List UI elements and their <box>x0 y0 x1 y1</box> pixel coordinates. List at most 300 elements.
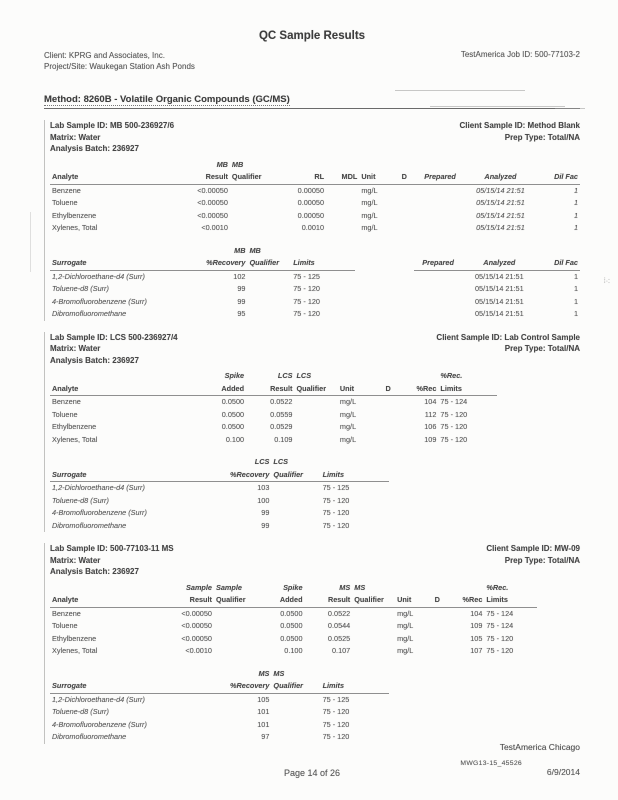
table-cell: <0.00050 <box>181 621 212 630</box>
group-header-cell: %Rec. <box>486 582 509 592</box>
column-header: Analyzed <box>462 257 536 270</box>
column-header <box>537 594 580 607</box>
column-header: Prepared <box>416 171 464 184</box>
table-cell <box>497 396 580 409</box>
analysis-batch: Analysis Batch: 236927 <box>50 355 139 365</box>
table-cell: 05/15/14 21:51 <box>474 296 524 306</box>
table-cell: 75 - 125 <box>293 271 320 281</box>
group-header-cell: MB <box>216 159 228 169</box>
table-cell: 75 - 120 <box>293 296 320 306</box>
table-cell: 0.0010 <box>301 223 325 232</box>
column-header: Analyte <box>50 171 177 184</box>
table-cell: 75 - 124 <box>486 608 514 618</box>
table-cell: 0.0500 <box>221 422 245 431</box>
table-cell: 109 <box>470 621 483 630</box>
table-cell: 1 <box>573 210 578 220</box>
table-cell: mg/L <box>397 608 414 618</box>
column-header: Limits <box>484 594 537 607</box>
table-cell: <0.0010 <box>201 223 228 232</box>
table-cell: 101 <box>257 719 270 729</box>
column-header: Qualifier <box>294 383 337 396</box>
table-row <box>50 706 389 719</box>
table-cell: 1,2-Dichloroethane-d4 (Surr) <box>52 271 145 281</box>
table-cell <box>428 607 446 620</box>
table-cell <box>247 308 291 321</box>
table-cell: 0.00050 <box>297 210 325 220</box>
column-header: Result <box>246 383 294 396</box>
table-cell: 0.00050 <box>297 198 325 207</box>
table-cell <box>376 409 400 422</box>
group-header-cell <box>416 159 464 172</box>
header-row <box>50 594 580 607</box>
scan-artifact-line <box>430 106 565 107</box>
table-cell <box>214 620 257 633</box>
table-row <box>50 645 580 658</box>
table-cell: mg/L <box>339 397 357 406</box>
group-header-cell <box>50 582 161 595</box>
column-header <box>497 383 580 396</box>
table-cell <box>414 308 463 321</box>
prep-type: Prep Type: Total/NA <box>504 344 580 353</box>
section-header <box>50 543 580 578</box>
table-cell: 75 - 120 <box>440 434 468 444</box>
table-cell: 75 - 125 <box>322 483 350 492</box>
table-row <box>50 197 580 210</box>
group-header-cell <box>321 668 390 681</box>
table-cell: mg/L <box>339 434 357 444</box>
section-method-blank <box>44 120 580 321</box>
group-header-cell <box>326 159 359 172</box>
table-cell: 0.0559 <box>270 409 293 419</box>
group-header-cell: MB <box>249 245 261 255</box>
group-header-cell <box>376 370 400 383</box>
table-cell: 0.0529 <box>270 422 293 431</box>
group-header-cell: MS <box>339 582 351 592</box>
table-cell: 1 <box>573 185 578 195</box>
table-cell <box>497 421 580 434</box>
group-header-cell <box>50 159 177 172</box>
column-header: Limits <box>321 680 390 693</box>
table-cell <box>294 396 337 409</box>
table-cell <box>247 283 291 296</box>
table-cell: Dibromofluoromethane <box>52 732 127 741</box>
group-header-cell <box>537 582 580 595</box>
table-cell <box>214 633 257 646</box>
header-row <box>50 171 580 184</box>
table-cell: Benzene <box>52 397 81 406</box>
table-cell: 75 - 120 <box>322 707 350 716</box>
column-header: Limits <box>438 383 496 396</box>
table-cell: 1 <box>573 223 578 232</box>
table-cell: Ethylbenzene <box>52 422 97 431</box>
table-cell: 0.0522 <box>327 608 351 618</box>
table-cell: Xylenes, Total <box>52 223 98 232</box>
table-cell: 05/15/14 21:51 <box>474 284 524 293</box>
table-cell: 0.100 <box>225 434 245 444</box>
section-matrix-spike <box>44 543 580 744</box>
table-row <box>50 296 580 309</box>
table-cell <box>271 507 320 520</box>
scan-artifact-line <box>395 90 525 91</box>
table-cell: 0.0500 <box>280 621 303 630</box>
table-cell <box>355 270 414 283</box>
table-cell <box>393 184 416 197</box>
table-cell: 0.107 <box>331 646 351 655</box>
group-header-cell <box>497 370 580 383</box>
footer-row <box>44 760 580 782</box>
section-header-right <box>436 332 580 367</box>
group-header-cell: LCS <box>273 457 289 466</box>
lab-sample-id: Lab Sample ID: 500-77103-11 MS <box>50 544 174 553</box>
lab-sample-id: Lab Sample ID: LCS 500-236927/4 <box>50 332 178 342</box>
project-line: Project/Site: Waukegan Station Ash Ponds <box>44 62 195 71</box>
table-cell <box>326 184 359 197</box>
table-cell: 75 - 124 <box>440 397 468 406</box>
group-header-cell: Sample <box>215 582 242 592</box>
client-sample-id: Client Sample ID: MW-09 <box>486 544 580 553</box>
column-header: %Recovery <box>206 680 271 693</box>
column-header: D <box>393 171 416 184</box>
table-cell: Toluene-d8 (Surr) <box>52 284 109 293</box>
group-header-cell: MB <box>231 159 244 169</box>
table-cell: 0.100 <box>284 646 303 655</box>
footer-lab-name: TestAmerica Chicago <box>499 742 580 752</box>
table-cell <box>537 607 580 620</box>
table-cell: 0.0500 <box>280 608 303 618</box>
table-cell <box>271 495 320 508</box>
report-header <box>44 50 580 72</box>
group-header-cell: MB <box>234 245 246 255</box>
table-cell: 75 - 120 <box>486 646 514 655</box>
group-header-cell <box>400 370 438 383</box>
group-header-cell: MS <box>273 668 285 678</box>
surrogate-table <box>50 456 389 532</box>
client-line: Client: KPRG and Associates, Inc. <box>44 51 165 60</box>
table-cell <box>416 222 464 235</box>
table-cell <box>294 434 337 447</box>
table-row <box>50 308 580 321</box>
table-cell: 0.0544 <box>327 621 351 630</box>
table-cell: mg/L <box>361 185 378 195</box>
table-cell: 4-Bromofluorobenzene (Surr) <box>52 508 147 517</box>
column-header: %Recovery <box>206 469 271 482</box>
prep-type: Prep Type: Total/NA <box>504 132 580 142</box>
group-header-row <box>50 456 389 469</box>
table-cell: 1 <box>573 198 578 207</box>
section-header <box>50 120 580 155</box>
table-cell <box>393 222 416 235</box>
page-content <box>44 30 580 744</box>
column-header: %Recovery <box>194 257 248 270</box>
column-header: Qualifier <box>352 594 395 607</box>
column-header: Added <box>257 594 305 607</box>
table-row <box>50 633 580 646</box>
table-cell: 05/15/14 21:51 <box>476 185 525 195</box>
group-header-cell: LCS <box>254 457 270 466</box>
table-cell <box>416 197 464 210</box>
table-cell <box>326 197 359 210</box>
table-cell: Xylenes, Total <box>52 646 98 655</box>
client-sample-id: Client Sample ID: Method Blank <box>459 121 580 130</box>
table-cell: 0.00050 <box>297 185 325 195</box>
table-row <box>50 507 389 520</box>
group-header-cell: Spike <box>224 371 245 380</box>
table-cell: mg/L <box>361 198 378 207</box>
group-header-cell: LCS <box>277 371 293 380</box>
table-cell: 75 - 124 <box>486 621 514 630</box>
table-cell: 107 <box>470 646 483 655</box>
table-row <box>50 520 389 533</box>
table-cell: 1 <box>573 309 578 318</box>
column-header: Result <box>161 594 214 607</box>
column-header: Dil Fac <box>536 257 580 270</box>
table-cell: 05/15/14 21:51 <box>476 210 525 220</box>
table-cell <box>294 409 337 422</box>
table-cell <box>376 421 400 434</box>
section-header <box>50 332 580 367</box>
group-header-cell <box>359 159 392 172</box>
table-cell: 75 - 120 <box>440 422 468 431</box>
footer-doc-id: MWG13-15_45526 <box>460 760 522 767</box>
client-block <box>44 50 195 72</box>
table-cell: Benzene <box>52 608 81 618</box>
group-header-cell: MS <box>354 582 366 592</box>
table-cell: 100 <box>257 495 270 505</box>
column-header: %Rec <box>400 383 438 396</box>
group-header-row <box>50 159 580 172</box>
table-cell <box>416 210 464 223</box>
column-header: MDL <box>326 171 359 184</box>
column-header: D <box>376 383 400 396</box>
table-cell: 05/15/14 21:51 <box>476 223 525 232</box>
table-cell: 1 <box>573 284 578 293</box>
table-cell: <0.0010 <box>185 646 212 655</box>
column-header: %Rec <box>446 594 484 607</box>
table-cell <box>414 270 463 283</box>
table-cell <box>214 607 257 620</box>
table-cell: 102 <box>233 271 246 281</box>
group-header-cell <box>50 245 194 258</box>
prep-type: Prep Type: Total/NA <box>504 555 580 565</box>
table-cell: 1,2-Dichloroethane-d4 (Surr) <box>52 694 145 704</box>
lab-sample-id: Lab Sample ID: MB 500-236927/6 <box>50 121 175 130</box>
table-cell: mg/L <box>397 646 414 655</box>
group-header-row <box>50 245 580 258</box>
column-header: Unit <box>395 594 428 607</box>
table-cell: 95 <box>237 309 246 318</box>
group-header-cell <box>355 245 414 258</box>
table-cell: 0.109 <box>274 434 293 444</box>
page-title: QC Sample Results <box>258 30 366 42</box>
table-cell: 05/15/14 21:51 <box>474 309 524 318</box>
column-header: Prepared <box>414 257 463 270</box>
header-row <box>50 680 389 693</box>
table-cell <box>393 210 416 223</box>
table-cell <box>428 620 446 633</box>
column-header <box>355 257 414 270</box>
group-header-row <box>50 582 580 595</box>
scan-artifact-smudge: ⁞·: <box>603 278 610 285</box>
table-row <box>50 210 580 223</box>
table-cell <box>271 693 320 706</box>
table-cell: 75 - 120 <box>322 508 350 517</box>
column-header: Surrogate <box>50 257 194 270</box>
table-cell <box>247 296 291 309</box>
section-lab-control-sample <box>44 332 580 533</box>
table-row <box>50 620 580 633</box>
table-cell: 75 - 120 <box>322 732 350 741</box>
table-cell: 106 <box>424 422 437 431</box>
table-cell <box>414 283 463 296</box>
table-cell: 99 <box>261 520 270 530</box>
table-cell: 105 <box>257 694 270 704</box>
group-header-cell <box>464 159 537 172</box>
column-header: Qualifier <box>214 594 257 607</box>
table-cell <box>497 409 580 422</box>
page-number: Page 14 of 26 <box>283 768 341 778</box>
table-cell <box>352 607 395 620</box>
group-header-cell <box>536 245 580 258</box>
table-cell <box>294 421 337 434</box>
table-cell: <0.00050 <box>197 198 228 207</box>
matrix: Matrix: Water <box>50 344 101 353</box>
table-row <box>50 693 389 706</box>
column-header: RL <box>273 171 326 184</box>
table-cell: 99 <box>237 296 246 306</box>
table-cell: mg/L <box>397 633 414 643</box>
table-cell <box>416 184 464 197</box>
footer-date: 6/9/2014 <box>546 767 580 777</box>
table-row <box>50 607 580 620</box>
group-header-cell <box>291 245 355 258</box>
group-header-cell <box>446 582 484 595</box>
column-header: Dil Fac <box>537 171 580 184</box>
table-row <box>50 184 580 197</box>
table-cell: 105 <box>470 633 483 643</box>
column-header: Added <box>193 383 246 396</box>
analysis-batch: Analysis Batch: 236927 <box>50 567 139 576</box>
column-header: Qualifier <box>230 171 273 184</box>
table-row <box>50 421 580 434</box>
surrogate-table <box>50 668 389 744</box>
table-cell: mg/L <box>397 621 414 630</box>
header-row <box>50 257 580 270</box>
table-cell: 75 - 120 <box>322 520 350 530</box>
scan-artifact-tick <box>30 212 31 272</box>
group-header-cell <box>50 370 193 383</box>
group-header-cell <box>50 456 206 469</box>
column-header: Analyzed <box>464 171 537 184</box>
table-cell: 75 - 120 <box>293 284 320 293</box>
table-cell <box>352 645 395 658</box>
group-header-cell <box>338 370 376 383</box>
method-heading-text: Method: 8260B - Volatile Organic Compounds (GC/MS) <box>44 94 290 105</box>
table-row <box>50 270 580 283</box>
table-cell <box>414 296 463 309</box>
table-cell <box>247 270 291 283</box>
table-cell <box>271 520 320 533</box>
column-header: Limits <box>291 257 355 270</box>
table-cell <box>355 308 414 321</box>
table-row <box>50 283 580 296</box>
table-cell: Ethylbenzene <box>52 633 97 643</box>
table-cell: Xylenes, Total <box>52 434 98 444</box>
table-cell: <0.00050 <box>197 210 228 220</box>
column-header: Result <box>305 594 353 607</box>
table-cell <box>214 645 257 658</box>
header-row <box>50 383 580 396</box>
header-row <box>50 469 389 482</box>
table-cell <box>230 222 273 235</box>
page-footer <box>44 742 580 782</box>
group-header-cell <box>321 456 390 469</box>
group-header-cell: LCS <box>296 371 312 380</box>
table-cell <box>271 719 320 732</box>
table-cell: 103 <box>257 483 270 492</box>
column-header: D <box>428 594 446 607</box>
table-cell: Toluene <box>52 198 78 207</box>
table-cell: mg/L <box>361 210 378 220</box>
table-row <box>50 482 389 495</box>
table-cell <box>376 434 400 447</box>
table-cell <box>537 633 580 646</box>
column-header: Analyte <box>50 383 193 396</box>
table-cell <box>352 633 395 646</box>
scan-artifact-line <box>555 108 585 109</box>
analyte-table <box>50 370 580 446</box>
table-row <box>50 409 580 422</box>
table-cell: Dibromofluoromethane <box>52 309 127 318</box>
table-cell <box>230 210 273 223</box>
group-header-cell <box>462 245 536 258</box>
table-cell <box>497 434 580 447</box>
table-cell: 1,2-Dichloroethane-d4 (Surr) <box>52 483 145 492</box>
group-header-cell <box>393 159 416 172</box>
table-cell <box>393 197 416 210</box>
table-cell: 0.0522 <box>270 397 293 406</box>
section-header-left <box>50 543 174 578</box>
table-cell <box>355 296 414 309</box>
table-cell: 75 - 120 <box>322 495 350 505</box>
table-cell <box>376 396 400 409</box>
table-cell: 97 <box>261 732 270 741</box>
group-header-cell: Sample <box>186 582 212 592</box>
table-cell: 99 <box>261 508 270 517</box>
matrix: Matrix: Water <box>50 555 101 565</box>
table-row <box>50 434 580 447</box>
table-row <box>50 495 389 508</box>
table-row <box>50 222 580 235</box>
table-cell <box>271 482 320 495</box>
analyte-table <box>50 159 580 235</box>
table-cell <box>537 620 580 633</box>
table-cell: 1 <box>573 271 578 281</box>
table-cell <box>355 283 414 296</box>
section-header-right <box>460 120 580 155</box>
group-header-row <box>50 370 580 383</box>
table-cell: 75 - 125 <box>322 694 350 704</box>
table-cell: 4-Bromofluorobenzene (Surr) <box>52 719 147 729</box>
table-cell: 0.0525 <box>327 633 351 643</box>
table-cell: 101 <box>257 707 270 716</box>
group-header-cell <box>395 582 428 595</box>
table-cell: 75 - 120 <box>293 309 320 318</box>
table-cell: mg/L <box>339 422 357 431</box>
group-header-cell <box>50 668 206 681</box>
table-cell <box>230 197 273 210</box>
table-cell: 109 <box>424 434 437 444</box>
group-header-cell: %Rec. <box>440 371 463 380</box>
